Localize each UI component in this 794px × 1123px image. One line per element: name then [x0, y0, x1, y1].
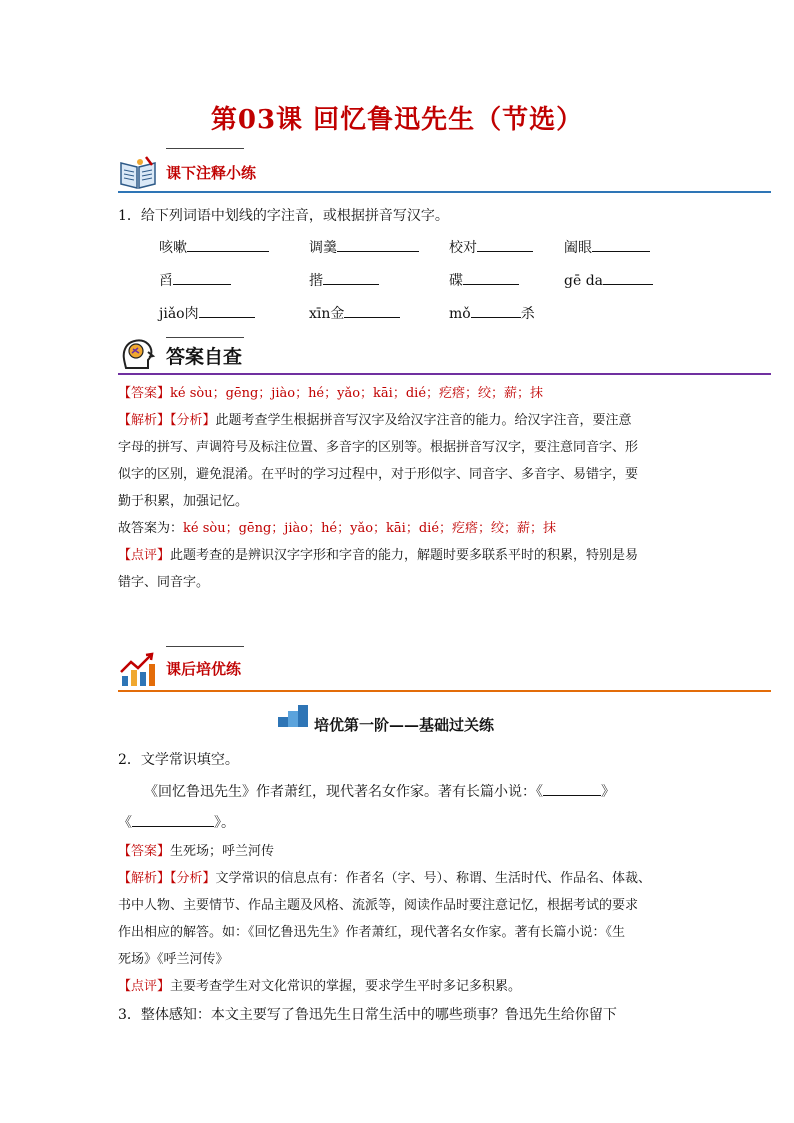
word-text: 揩 [309, 273, 323, 289]
steps-icon [276, 703, 310, 729]
q1-prompt: 1．给下列词语中划线的字注音，或根据拼音写汉字。 [118, 208, 449, 224]
q2-body-start: 《 [118, 815, 132, 831]
q2-body-line-1 [144, 781, 615, 802]
q1-word-10 [309, 303, 400, 324]
word-text: 咳嗽 [159, 240, 187, 256]
analysis-text: 文学常识的信息点有：作者名（字、号）、称谓、生活时代、作品名、体裁、 [215, 871, 652, 886]
blank [323, 270, 379, 285]
word-text: 调羹 [309, 240, 337, 256]
analysis-tag: 【解析】【分析】 [118, 871, 216, 886]
blank [592, 237, 650, 252]
level1-heading: 培优第一阶——基础过关练 [314, 716, 495, 734]
blank [477, 237, 533, 252]
word-text: 碟 [449, 273, 463, 289]
q2-comment [118, 973, 678, 1000]
blank [603, 270, 653, 285]
q1-word-1 [159, 237, 269, 258]
word-text: 校对 [449, 240, 477, 256]
blank [199, 303, 255, 318]
section-label-notes: 课下注释小练 [166, 164, 257, 182]
page-title: 第03课 回忆鲁迅先生（节选） [210, 105, 584, 135]
book-icon [118, 155, 158, 191]
growth-chart-icon [118, 652, 158, 688]
comment-tag: 【点评】 [118, 979, 171, 994]
q1-word-5 [159, 270, 231, 291]
comment-text: 此题考查的是辨识汉字字形和字音的能力，解题时要多联系平时的积累，特别是易 [170, 548, 639, 563]
q2-body-end: 》。 [214, 815, 235, 831]
blank [337, 237, 419, 252]
blank [344, 303, 400, 318]
blank [173, 270, 231, 285]
q2-answer [118, 838, 678, 865]
q1-word-7 [449, 270, 519, 291]
q1-word-11 [449, 303, 535, 324]
q1-so-answer [118, 515, 678, 542]
q1-analysis-line-2: 字母的拼写、声调符号及标注位置、多音字的区别等。根据拼音写汉字，要注意同音字、形 [118, 440, 639, 455]
q2-analysis-line-1 [118, 865, 678, 892]
q2-body-text: 《回忆鲁迅先生》作者萧红，现代著名女作家。著有长篇小说：《 [144, 784, 543, 800]
so-prefix: 故答案为： [118, 521, 184, 536]
word-text: mǒ [449, 306, 471, 322]
blank [463, 270, 519, 285]
answer-tag: 【答案】 [118, 386, 171, 401]
q1-analysis-line-4: 勤于积累，加强记忆。 [118, 494, 249, 509]
q2-prompt: 2．文学常识填空。 [118, 752, 239, 768]
answer-tag: 【答案】 [118, 844, 171, 859]
q1-answer [118, 380, 678, 407]
section-rule-notes [118, 191, 771, 193]
answer-text: ké sòu；gēng；jiào；hé；yǎo；kāi；dié；疙瘩；绞；薪；抹 [170, 386, 544, 401]
header-top-line [166, 148, 244, 149]
q1-analysis-line-1 [118, 407, 678, 434]
q1-word-3 [449, 237, 533, 258]
answer-text: 生死场；呼兰河传 [170, 844, 275, 859]
comment-text: 主要考查学生对文化常识的掌握，要求学生平时多记多积累。 [170, 979, 522, 994]
q1-word-8 [564, 270, 653, 291]
q1-word-9 [159, 303, 255, 324]
q2-analysis-line-4: 死场》《呼兰河传》 [118, 952, 229, 967]
section-rule-answer [118, 373, 771, 375]
brain-head-icon [118, 336, 158, 372]
q1-comment-line-2: 错字、同音字。 [118, 575, 210, 590]
word-text: xīn金 [309, 306, 345, 322]
section-rule-after [118, 690, 771, 692]
q1-word-6 [309, 270, 379, 291]
q1-word-2 [309, 237, 419, 258]
q2-analysis-line-3: 作出相应的解答。如：《回忆鲁迅先生》作者萧红，现代著名女作家。著有长篇小说：《生 [118, 925, 626, 940]
q2-body-end: 》 [601, 784, 615, 800]
section-label-answer: 答案自查 [166, 346, 243, 368]
q1-comment-line-1 [118, 542, 678, 569]
so-answer-text: ké sòu；gēng；jiào；hé；yǎo；kāi；dié；疙瘩；绞；薪；抹 [183, 521, 557, 536]
comment-tag: 【点评】 [118, 548, 171, 563]
analysis-tag: 【解析】【分析】 [118, 413, 216, 428]
header-top-line [166, 337, 244, 338]
blank [132, 812, 214, 827]
word-text: gē da [564, 273, 604, 289]
analysis-text: 此题考查学生根据拼音写汉字及给汉字注音的能力。给汉字注音，要注意 [215, 413, 632, 428]
q3-prompt: 3．整体感知：本文主要写了鲁迅先生日常生活中的哪些琐事？鲁迅先生给你留下 [118, 1007, 617, 1023]
q1-analysis-line-3: 似字的区别，避免混淆。在平时的学习过程中，对于形似字、同音字、多音字、易错字，要 [118, 467, 639, 482]
word-text: jiǎo肉 [159, 306, 199, 322]
word-text: 杀 [520, 306, 535, 322]
section-label-after: 课后培优练 [166, 660, 242, 678]
blank [471, 303, 521, 318]
q2-body-line-2 [118, 812, 235, 833]
word-text: 舀 [159, 273, 173, 289]
q1-word-4 [564, 237, 650, 258]
blank [543, 781, 601, 796]
blank [187, 237, 269, 252]
word-text: 阖眼 [564, 240, 592, 256]
q2-analysis-line-2: 书中人物、主要情节、作品主题及风格、流派等，阅读作品时要注意记忆，根据考试的要求 [118, 898, 639, 913]
header-top-line [166, 646, 244, 647]
